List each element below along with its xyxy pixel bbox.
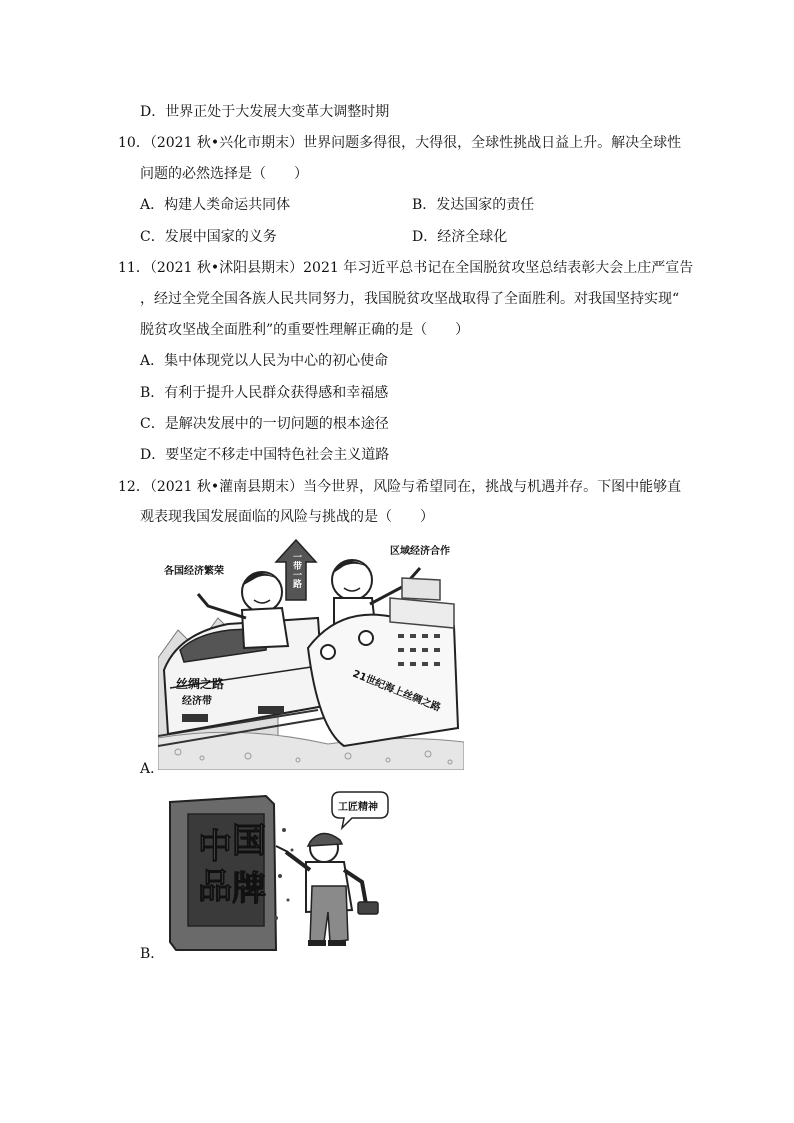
q10-stem-line1: 10．（2021 秋•兴化市期末）世界问题多得很，大得很，全球性挑战日益上升。解决全球性 — [118, 135, 682, 151]
q12-option-b: B． — [140, 946, 165, 962]
q12-stem-line2: 观表现我国发展面临的风险与挑战的是（ ） — [140, 509, 434, 525]
q10-option-a: A．构建人类命运共同体 — [140, 197, 291, 213]
image-a-train-text-1: 丝绸之路 — [176, 677, 225, 691]
image-a-train-text-2: 经济带 — [182, 696, 212, 707]
q10-option-c: C．发展中国家的义务 — [140, 229, 277, 245]
q11-stem-line3: 脱贫攻坚战全面胜利”的重要性理解正确的是（ ） — [140, 322, 470, 338]
q11-option-c: C．是解决发展中的一切问题的根本途径 — [140, 416, 389, 432]
q10-option-b: B．发达国家的责任 — [412, 197, 535, 213]
image-b-speech: 工匠精神 — [338, 802, 378, 813]
q12-image-b[interactable] — [166, 790, 398, 952]
q9-option-d: D．世界正处于大发展大变革大调整时期 — [140, 104, 390, 120]
q11-option-a: A．集中体现党以人民为中心的初心使命 — [140, 353, 389, 369]
q11-stem-line1: 11．（2021 秋•沭阳县期末）2021 年习近平总书记在全国脱贫攻坚总结表彰大会上庄严宣告 — [118, 260, 694, 276]
image-a-label-top-left: 各国经济繁荣 — [164, 566, 224, 577]
q11-option-d: D．要坚定不移走中国特色社会主义道路 — [140, 447, 390, 463]
image-b-char-3: 品 — [198, 867, 232, 907]
image-b-char-1: 中 — [198, 827, 232, 867]
image-a-label-top-right: 区域经济合作 — [390, 546, 450, 557]
q12-option-a: A． — [140, 761, 165, 777]
q12-stem-line1: 12．（2021 秋•灌南县期末）当今世界，风险与希望同在，挑战与机遇并存。下图中能够直 — [118, 479, 682, 495]
image-b-char-2: 国 — [232, 821, 266, 861]
q10-stem-line2: 问题的必然选择是（ ） — [140, 166, 308, 182]
q10-option-d: D．经济全球化 — [412, 229, 508, 245]
image-a-arrow-text: 一带一路 — [291, 552, 301, 588]
image-a-ship-text: 21世纪海上丝绸之路 — [350, 668, 443, 714]
q11-option-b: B．有利于提升人民群众获得感和幸福感 — [140, 385, 389, 401]
image-b-char-4: 牌 — [232, 869, 266, 909]
q11-stem-line2: ，经过全党全国各族人民共同努力，我国脱贫攻坚战取得了全面胜利。对我国坚持实现“ — [140, 291, 680, 307]
q12-image-a[interactable] — [158, 538, 464, 770]
